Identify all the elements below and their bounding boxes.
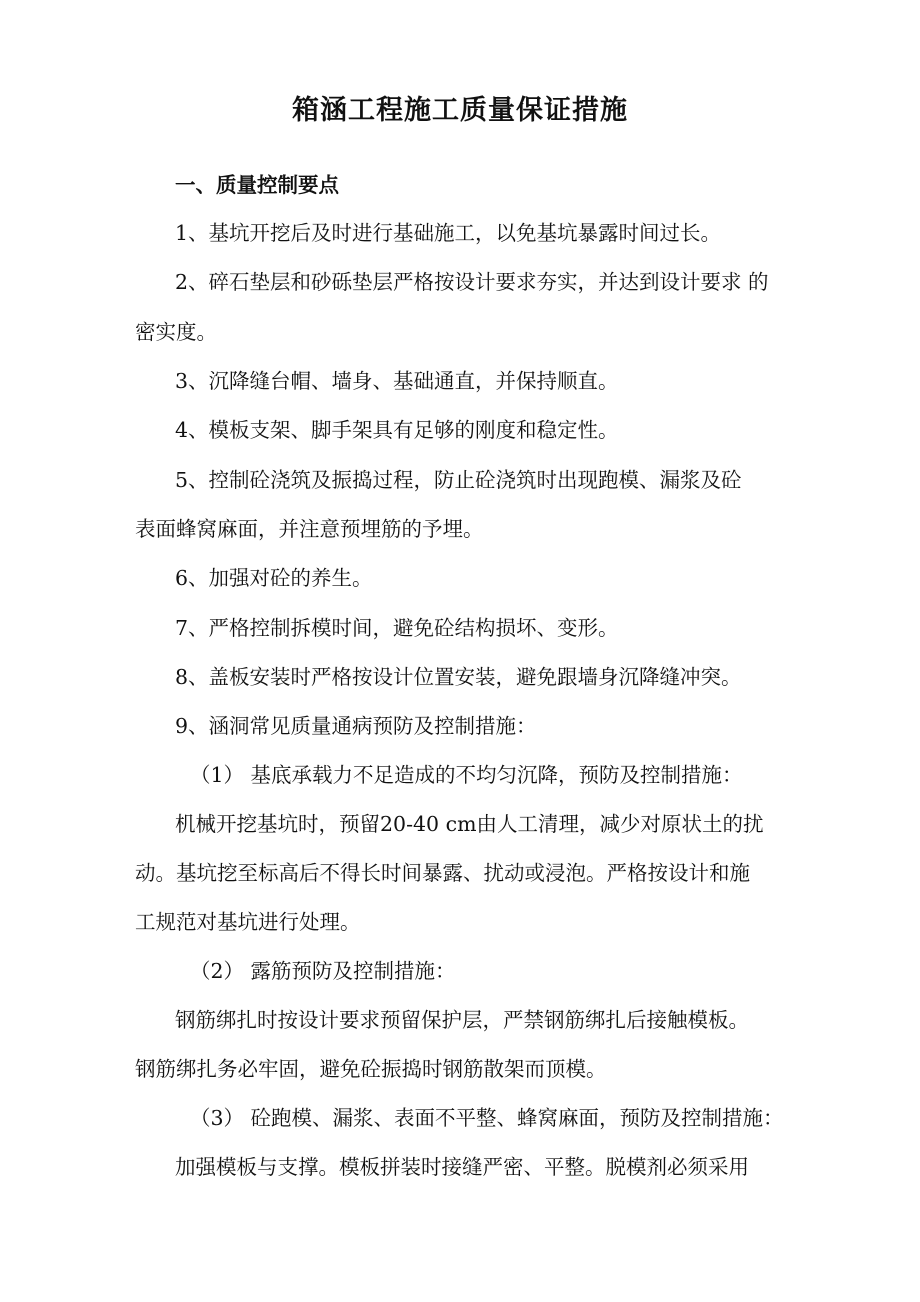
item-5-cont: 表面蜂窝麻面，并注意预埋筋的予埋。 (135, 517, 484, 541)
subitem-2-text-2: 钢筋绑扎务必牢固，避免砼振捣时钢筋散架而顶模。 (135, 1057, 607, 1081)
subitem-1-text: 机械开挖基坑时，预留20-40 cm由人工清理，减少对原状土的扰 (175, 812, 764, 836)
subitem-3: （3） 砼跑模、漏浆、表面不平整、蜂窝麻面，预防及控制措施： (190, 1106, 784, 1130)
item-1: 1、基坑开挖后及时进行基础施工，以免基坑暴露时间过长。 (175, 221, 722, 245)
item-7: 7、严格控制拆模时间，避免砼结构损坏、变形。 (175, 616, 619, 640)
item-5: 5、控制砼浇筑及振捣过程，防止砼浇筑时出现跑模、漏浆及砼 (175, 468, 742, 492)
item-9: 9、涵洞常见质量通病预防及控制措施： (175, 714, 537, 738)
item-6: 6、加强对砼的养生。 (175, 566, 373, 590)
subitem-1-text-2: 动。基坑挖至标高后不得长时间暴露、扰动或浸泡。严格按设计和施 (135, 861, 750, 885)
item-4: 4、模板支架、脚手架具有足够的刚度和稳定性。 (175, 418, 619, 442)
item-3: 3、沉降缝台帽、墙身、基础通直，并保持顺直。 (175, 369, 619, 393)
subitem-1-text-3: 工规范对基坑进行处理。 (135, 910, 361, 934)
subitem-2-text: 钢筋绑扎时按设计要求预留保护层，严禁钢筋绑扎后接触模板。 (175, 1008, 749, 1032)
subitem-2: （2） 露筋预防及控制措施： (190, 959, 456, 983)
document-title: 箱涵工程施工质量保证措施 (292, 95, 628, 126)
subitem-3-text: 加强模板与支撑。模板拼装时接缝严密、平整。脱模剂必须采用 (175, 1155, 749, 1179)
section-heading: 一、质量控制要点 (175, 173, 339, 197)
item-8: 8、盖板安装时严格按设计位置安装，避免跟墙身沉降缝冲突。 (175, 665, 742, 689)
item-2: 2、碎石垫层和砂砾垫层严格按设计要求夯实，并达到设计要求 的 (175, 270, 769, 294)
item-2-cont: 密实度。 (135, 320, 217, 344)
subitem-1: （1） 基底承载力不足造成的不均匀沉降，预防及控制措施： (190, 763, 743, 787)
